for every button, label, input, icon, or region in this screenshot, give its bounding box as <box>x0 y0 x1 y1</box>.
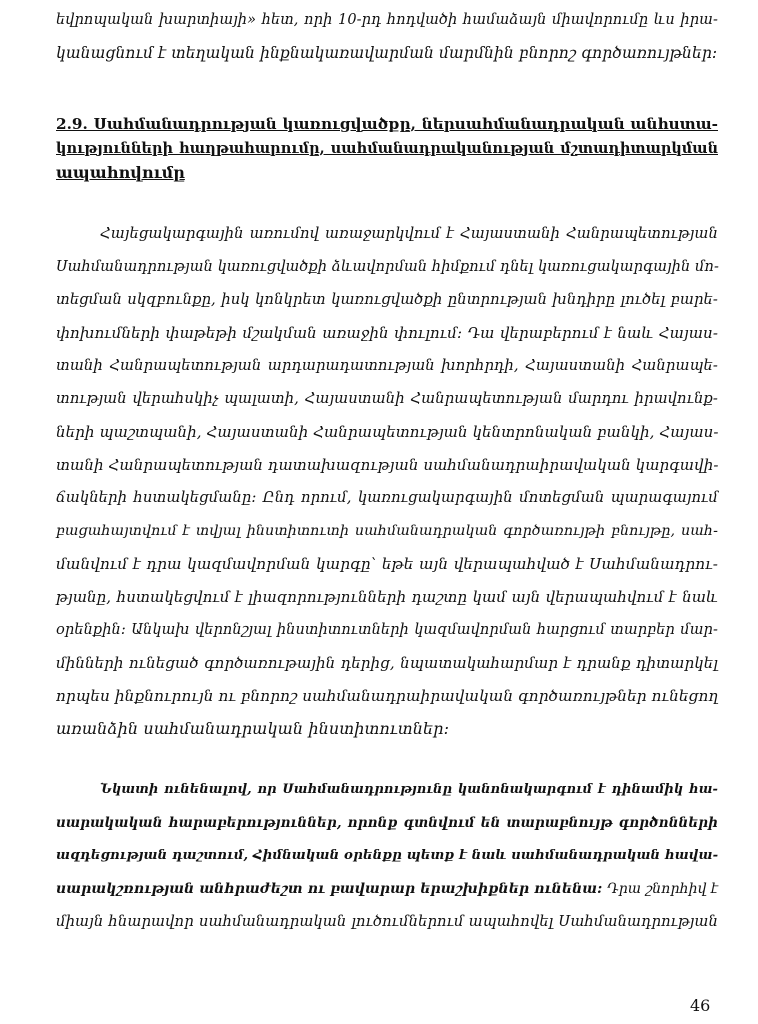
bold-text-line: սարակական հարաբերություններ, որոնք գտնվում են տարաբնույթ գործոնների <box>56 815 718 831</box>
text-line: կանացնում է տեղական ինքնակառավարման մարմնին բնորոշ գործառույթներ: <box>56 44 718 62</box>
text-line: Սահմանադրության կառուցվածքի ձևավորման հիմքում դնել կառուցակարգային մո- <box>56 259 719 275</box>
bold-text-line: Նկատի ունենալով, որ Սահմանադրությունը կանոնակարգում է դինամիկ հա- <box>100 782 718 797</box>
text-line: փոխումների փաթեթի մշակման առաջին փուլում: Դա վերաբերում է նաև Հայաս- <box>56 324 718 342</box>
text-line: մինների ունեցած գործառութային դերից, նպատակահարմար է դրանք դիտարկել <box>56 654 718 672</box>
mixed-text-line <box>56 877 718 901</box>
text-line: եվրոպական խարտիայի» հետ, որի 10-րդ հոդվածի համաձայն միավորումը ևս իրա- <box>56 12 718 28</box>
text-line: միայն հնարավոր սահմանադրական լուծումներում ապահովել Սահմանադրության <box>56 913 718 930</box>
text-line: ճակների հստակեցմանը: Ընդ որում, կառուցակարգային մոտեցման պարագայում <box>56 489 718 506</box>
regular-text-span: Դրա շնորհիվ է <box>602 881 719 897</box>
section-heading-line: 2.9. Սահմանադրության կառուցվածքը, ներսահմանադրական անհստա- <box>56 115 718 133</box>
page-number: 46 <box>690 996 711 1015</box>
text-line: որպես ինքնուրույն ու բնորոշ սահմանադրաիրավական գործառույթներ ունեցող <box>56 687 719 705</box>
text-line: ների պաշտպանի, Հայաստանի Հանրապետության կենտրոնական բանկի, Հայաս- <box>56 423 719 441</box>
text-line: բացահայտվում է տվյալ ինստիտուտի սահմանադրական գործառույթի բնույթը, սահ- <box>56 523 718 539</box>
section-heading-line: կությունների հաղթահարումը, սահմանադրականության մշտադիտարկման <box>56 140 718 157</box>
text-line: օրենքին: Անկախ վերոնշյալ ինստիտուտների կազմավորման հարցում տարբեր մար- <box>56 622 718 638</box>
text-line: առանձին սահմանադրական ինստիտուտներ: <box>56 719 450 738</box>
text-line: թյանը, հստակեցվում է լիազորությունների դաշտը կամ այն վերապահվում է նաև <box>56 588 718 606</box>
bold-text-span: սարակշռության անհրաժեշտ ու բավարար երաշխիքներ ունենա: <box>56 881 603 897</box>
text-line: տության վերահսկիչ պալատի, Հայաստանի Հանրապետության մարդու իրավունք- <box>56 390 718 407</box>
bold-text-line: ազդեցության դաշտում, Հիմնական օրենքը պետք է նաև սահմանադրական հավա- <box>56 848 719 863</box>
text-line: մանվում է դրա կազմավորման կարգը՝ եթե այն վերապահված է Սահմանադրու- <box>56 555 718 573</box>
text-line: տեցման սկզբունքը, իսկ կոնկրետ կառուցվածքի ընտրության խնդիրը լուծել բարե- <box>56 291 718 308</box>
text-line: տանի Հանրապետության դատախազության սահմանադրաիրավական կարգավի- <box>56 456 719 474</box>
text-line: Հայեցակարգային առումով առաջարկվում է Հայաստանի Հանրապետության <box>100 225 718 242</box>
section-heading-line: ապահովումը <box>56 163 185 182</box>
text-line: տանի Հանրապետության արդարադատության խորհրդի, Հայաստանի Հանրապե- <box>56 357 718 374</box>
